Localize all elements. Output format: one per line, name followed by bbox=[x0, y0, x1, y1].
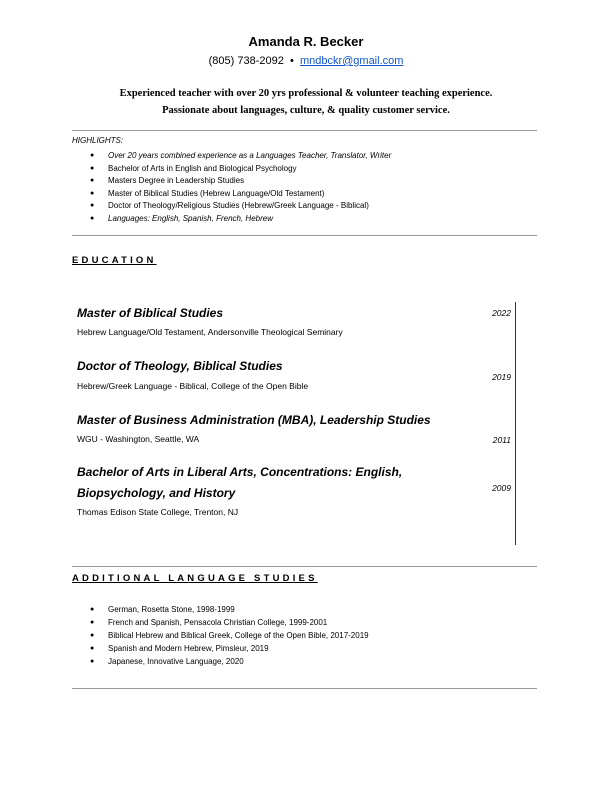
degree-detail: Thomas Edison State College, Trenton, NJ bbox=[77, 507, 239, 517]
email-link[interactable]: mndbckr@gmail.com bbox=[299, 55, 404, 67]
bullet-icon: ● bbox=[90, 658, 95, 665]
bullet-icon: ● bbox=[90, 189, 95, 197]
education-vertical-rule bbox=[515, 302, 516, 545]
list-item: ● Over 20 years combined experience as a Languages Teacher, Translator, Writer bbox=[90, 150, 391, 163]
contact-separator: • bbox=[289, 55, 294, 67]
degree-year: 2011 bbox=[492, 435, 511, 445]
divider bbox=[72, 235, 537, 236]
bullet-icon: ● bbox=[90, 645, 95, 652]
list-item: ● Spanish and Modern Hebrew, Pimsleur, 2019 bbox=[90, 644, 269, 653]
list-item: ● Bachelor of Arts in English and Biological Psychology bbox=[90, 163, 391, 176]
degree-title-continued: Biopsychology, and History bbox=[77, 486, 236, 500]
degree-title: Master of Business Administration (MBA), Leadership Studies bbox=[77, 413, 431, 427]
degree-year: 2022 bbox=[492, 308, 511, 318]
bullet-icon: ● bbox=[90, 632, 95, 639]
degree-detail: WGU - Washington, Seattle, WA bbox=[77, 434, 200, 444]
degree-year: 2019 bbox=[492, 372, 511, 382]
degree-title: Doctor of Theology, Biblical Studies bbox=[77, 359, 283, 373]
bullet-icon: ● bbox=[90, 606, 95, 613]
highlights-title: HIGHLIGHTS: bbox=[72, 136, 124, 145]
bullet-icon: ● bbox=[90, 177, 95, 185]
candidate-name: Amanda R. Becker bbox=[248, 34, 364, 49]
list-item: ● French and Spanish, Pensacola Christian College, 1999-2001 bbox=[90, 618, 328, 627]
list-item: ● Doctor of Theology/Religious Studies (Hebrew/Greek Language - Biblical) bbox=[90, 200, 391, 213]
divider bbox=[72, 130, 537, 131]
languages-list bbox=[90, 603, 369, 668]
list-item: ● Master of Biblical Studies (Hebrew Language/Old Testament) bbox=[90, 188, 391, 201]
languages-title: ADDITIONAL LANGUAGE STUDIES bbox=[72, 573, 318, 584]
list-item: ● Japanese, Innovative Language, 2020 bbox=[90, 657, 244, 666]
bullet-icon: ● bbox=[90, 202, 95, 210]
list-item: ● Languages: English, Spanish, French, Hebrew bbox=[90, 213, 391, 226]
contact-line bbox=[0, 55, 612, 67]
bullet-icon: ● bbox=[90, 619, 95, 626]
degree-year: 2009 bbox=[492, 483, 511, 493]
divider bbox=[72, 688, 537, 689]
phone-number: (805) 738-2092 bbox=[208, 55, 284, 67]
degree-title: Master of Biblical Studies bbox=[77, 306, 224, 320]
list-item: ● Masters Degree in Leadership Studies bbox=[90, 175, 391, 188]
degree-title: Bachelor of Arts in Liberal Arts, Concentrations: English, bbox=[77, 465, 403, 479]
summary-line-2: Passionate about languages, culture, & quality customer service. bbox=[162, 105, 450, 116]
bullet-icon: ● bbox=[90, 152, 95, 159]
degree-detail: Hebrew/Greek Language - Biblical, College of the Open Bible bbox=[77, 381, 309, 391]
highlights-list bbox=[90, 150, 391, 226]
bullet-icon: ● bbox=[90, 164, 95, 172]
bullet-icon: ● bbox=[90, 214, 95, 222]
degree-detail: Hebrew Language/Old Testament, Andersonville Theological Seminary bbox=[77, 327, 343, 337]
list-item: ● German, Rosetta Stone, 1998-1999 bbox=[90, 605, 235, 614]
education-title: EDUCATION bbox=[72, 255, 157, 266]
divider bbox=[72, 566, 537, 567]
summary-line-1: Experienced teacher with over 20 yrs professional & volunteer teaching experience. bbox=[119, 88, 493, 99]
list-item: ● Biblical Hebrew and Biblical Greek, College of the Open Bible, 2017-2019 bbox=[90, 631, 369, 640]
